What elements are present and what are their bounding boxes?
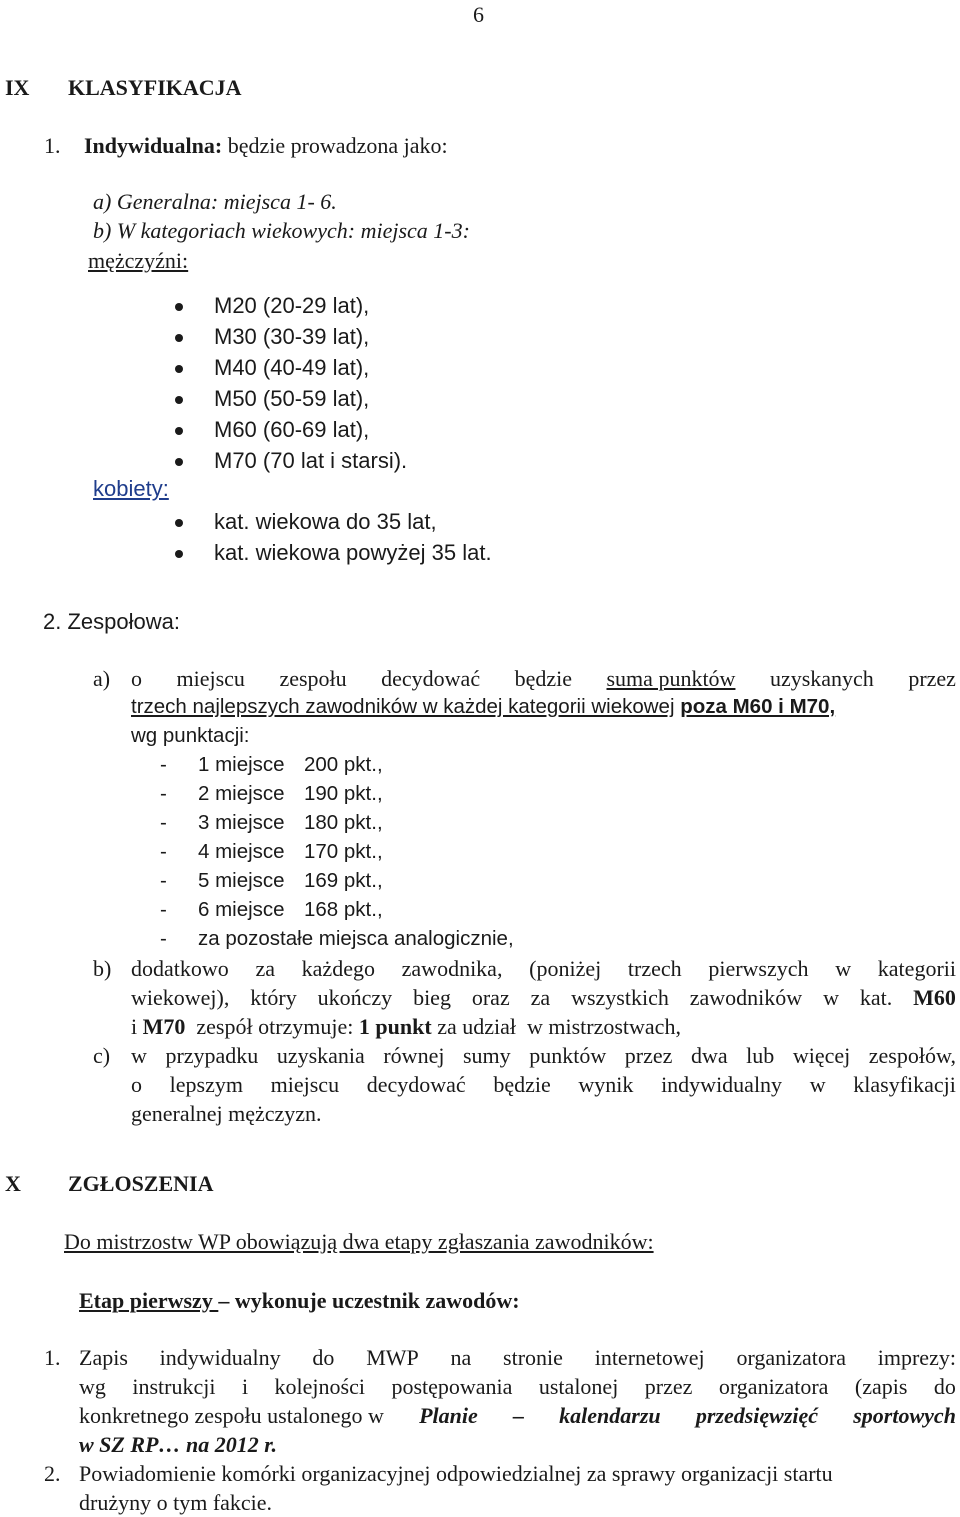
item-2-team: 2. Zespołowa: <box>43 609 180 634</box>
bullet-icon <box>175 427 183 435</box>
word: w <box>809 1072 826 1097</box>
word: internetowej <box>594 1345 705 1370</box>
points-row: - 1 miejsce 200 pkt., <box>160 753 383 776</box>
word: który <box>250 985 297 1010</box>
word: na <box>450 1345 472 1370</box>
x-item-1-number: 1. <box>44 1345 61 1370</box>
section-numeral-ix: IX <box>5 75 30 100</box>
x-item-1-line-3 <box>79 1403 956 1429</box>
bold-exception: poza M60 i M70, <box>680 695 836 718</box>
word: w <box>823 985 839 1010</box>
team-a-line-2 <box>131 695 835 719</box>
registration-intro: Do mistrzostw WP obowiązują dwa etapy zgłaszania zawodników: <box>64 1229 654 1254</box>
team-b-label: b) <box>93 956 112 981</box>
word: za <box>255 956 275 981</box>
item-1-individual <box>44 133 448 159</box>
plan-title-word: kalendarzu <box>559 1403 661 1428</box>
word: będzie <box>493 1072 551 1097</box>
list-item: M60 (60-69 lat), <box>214 417 370 442</box>
word: indywidualny <box>661 1072 783 1097</box>
team-a-label: a) <box>93 666 111 691</box>
section-title-klasyfikacja: KLASYFIKACJA <box>68 75 242 100</box>
word: przez <box>908 666 956 691</box>
word: w <box>131 1043 147 1068</box>
word: (poniżej <box>529 956 602 981</box>
word: przez <box>624 1043 673 1068</box>
team-b-line-3: i M70 zespół otrzymuje: 1 punkt za udział w mistrzostwach, <box>131 1014 681 1039</box>
item-number: 1. <box>44 133 61 158</box>
word: oraz <box>471 985 510 1010</box>
word: organizatora <box>736 1345 846 1370</box>
men-label: mężczyźni: <box>88 248 189 273</box>
word: decydować <box>381 666 481 691</box>
word: kat. <box>859 985 893 1010</box>
underlined-phrase: suma punktów <box>606 666 736 691</box>
bullet-icon <box>175 519 183 527</box>
team-c-line-3: generalnej mężczyzn. <box>131 1101 322 1126</box>
bold-category: M60 <box>913 985 956 1010</box>
team-b-line-1 <box>131 956 956 982</box>
word: dodatkowo <box>131 956 229 981</box>
word: indywidualny <box>159 1345 281 1370</box>
word: trzech <box>627 956 682 981</box>
points-row: - 2 miejsce 190 pkt., <box>160 782 383 805</box>
item-a-general: a) Generalna: miejsca 1- 6. <box>93 189 337 214</box>
word: lub <box>746 1043 775 1068</box>
points-row: - 3 miejsce 180 pkt., <box>160 811 383 834</box>
word: w <box>835 956 852 981</box>
x-item-1-line-2 <box>79 1374 956 1400</box>
word: za <box>530 985 551 1010</box>
plan-title-word: – <box>512 1403 524 1428</box>
list-item: M70 (70 lat i starsi). <box>214 448 408 473</box>
text: konkretnego zespołu ustalonego w <box>79 1403 384 1428</box>
team-a-line-1 <box>131 666 956 692</box>
word: więcej <box>792 1043 851 1068</box>
x-item-1-line-1 <box>79 1345 956 1371</box>
points-row: - 4 miejsce 170 pkt., <box>160 840 383 863</box>
word: wszystkich <box>571 985 669 1010</box>
word: do <box>312 1345 335 1370</box>
word: Zapis <box>79 1345 128 1370</box>
word: wiekowej), <box>131 985 230 1010</box>
bullet-icon <box>175 365 183 373</box>
word: miejscu <box>270 1072 340 1097</box>
bullet-icon <box>175 550 183 558</box>
item-b-age-categories: b) W kategoriach wiekowych: miejsca 1-3: <box>93 218 470 243</box>
word: zespołu <box>279 666 347 691</box>
word: instrukcji <box>132 1374 216 1399</box>
word: pierwszych <box>708 956 809 981</box>
plan-title-word: Planie <box>419 1403 478 1428</box>
word: wynik <box>578 1072 634 1097</box>
x-item-2-line-2: drużyny o tym fakcie. <box>79 1490 273 1515</box>
word: o <box>131 1072 142 1097</box>
word: punktów <box>529 1043 607 1068</box>
word: miejscu <box>176 666 245 691</box>
list-item: M20 (20-29 lat), <box>214 293 370 318</box>
x-item-2-line-1: Powiadomienie komórki organizacyjnej odpowiedzialnej za sprawy organizacji startu <box>79 1461 833 1486</box>
word: do <box>933 1374 956 1399</box>
word: zawodnika, <box>401 956 503 981</box>
stage-one-heading: Etap pierwszy – wykonuje uczestnik zawodów: <box>79 1288 520 1313</box>
item-text: będzie prowadzona jako: <box>222 133 448 158</box>
list-item: kat. wiekowa do 35 lat, <box>214 509 437 534</box>
word: sumy <box>463 1043 511 1068</box>
word: (zapis <box>854 1374 908 1399</box>
word: zawodników <box>689 985 803 1010</box>
word: uzyskania <box>276 1043 365 1068</box>
team-c-line-1 <box>131 1043 956 1069</box>
word: kolejności <box>274 1374 365 1399</box>
team-a-line-3: wg punktacji: <box>131 724 250 747</box>
word: i <box>241 1374 249 1399</box>
list-item: kat. wiekowa powyżej 35 lat. <box>214 540 492 565</box>
word: będzie <box>514 666 572 691</box>
list-item: M30 (30-39 lat), <box>214 324 370 349</box>
word: lepszym <box>169 1072 243 1097</box>
word: klasyfikacji <box>853 1072 956 1097</box>
word: bieg <box>413 985 451 1010</box>
word: decydować <box>366 1072 466 1097</box>
women-label: kobiety: <box>93 476 169 501</box>
team-c-label: c) <box>93 1043 111 1068</box>
word: kategorii <box>877 956 956 981</box>
word: przypadku <box>165 1043 259 1068</box>
list-item: M40 (40-49 lat), <box>214 355 370 380</box>
word: organizatora <box>718 1374 829 1399</box>
x-item-2-number: 2. <box>44 1461 61 1486</box>
word: MWP <box>366 1345 419 1370</box>
bullet-icon <box>175 458 183 466</box>
section-title-zgloszenia: ZGŁOSZENIA <box>68 1171 214 1196</box>
team-b-line-2 <box>131 985 956 1011</box>
item-heading: Indywidualna: <box>84 133 223 158</box>
bullet-icon <box>175 303 183 311</box>
plan-title-word: sportowych <box>853 1403 956 1428</box>
points-row: - 6 miejsce 168 pkt., <box>160 898 383 921</box>
bullet-icon <box>175 334 183 342</box>
underlined-phrase: trzech najlepszych zawodników w każdej kategorii wiekowej <box>131 695 675 718</box>
word: przez <box>644 1374 693 1399</box>
word: stronie <box>503 1345 563 1370</box>
word: wg <box>79 1374 106 1399</box>
section-numeral-x: X <box>5 1171 21 1196</box>
x-item-1-line-4: w SZ RP… na 2012 r. <box>79 1432 278 1457</box>
team-c-line-2 <box>131 1072 956 1098</box>
word: imprezy: <box>877 1345 956 1370</box>
word: uzyskanych <box>769 666 874 691</box>
word: o <box>131 666 142 691</box>
plan-title-word: przedsięwzięć <box>695 1403 819 1428</box>
points-row: - za pozostałe miejsca analogicznie, <box>160 927 514 950</box>
page-number: 6 <box>473 2 484 27</box>
word: ukończy <box>317 985 393 1010</box>
word: dwa <box>690 1043 728 1068</box>
word: każdego <box>301 956 375 981</box>
word: ustalonej <box>538 1374 619 1399</box>
points-row: - 5 miejsce 169 pkt., <box>160 869 383 892</box>
word: postępowania <box>391 1374 513 1399</box>
word: zespołów, <box>868 1043 956 1068</box>
bullet-icon <box>175 396 183 404</box>
list-item: M50 (50-59 lat), <box>214 386 370 411</box>
word: równej <box>383 1043 445 1068</box>
